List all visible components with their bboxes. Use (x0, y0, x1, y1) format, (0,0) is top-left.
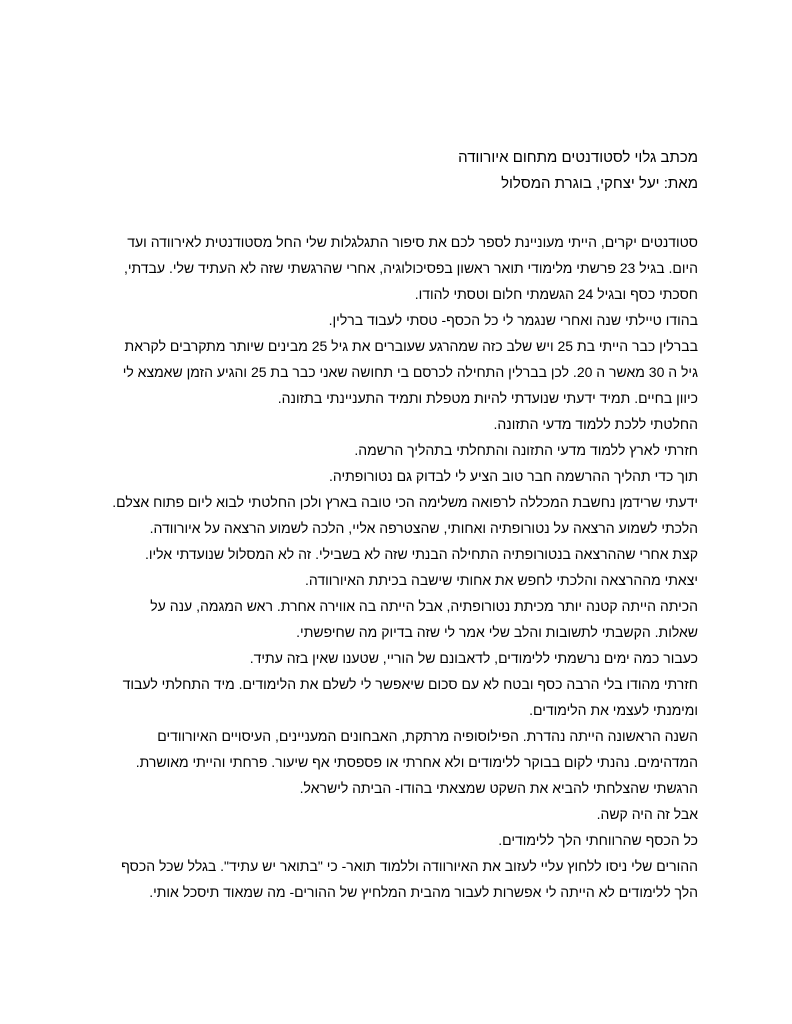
body-line: ומימנתי לעצמי את הלימודים. (529, 702, 698, 718)
body-line: תוך כדי תהליך ההרשמה חבר טוב הציע לי לבדוק גם נטורופתיה. (329, 468, 698, 484)
body-line: בברלין כבר הייתי בת 25 ויש שלב כזה שמהרגע שעוברים את גיל 25 מבינים שיותר מתקרבים לקראת (124, 338, 698, 354)
letter-header (96, 145, 698, 197)
body-line: כעבור כמה ימים נרשמתי ללימודים, לדאבונם של הוריי, שטענו שאין בזה עתיד. (249, 650, 698, 666)
body-line: אבל זה היה קשה. (596, 806, 698, 822)
document-byline: מאת: יעל יצחקי, בוגרת המסלול (501, 175, 698, 192)
body-line: החלטתי ללכת ללמוד מדעי התזונה. (493, 416, 698, 432)
document-title: מכתב גלוי לסטודנטים מתחום איורוודה (458, 149, 698, 166)
body-line: שאלות. הקשבתי לתשובות והלב שלי אמר לי שזה בדיוק מה שחיפשתי. (296, 624, 698, 640)
body-line: היום. בגיל 23 פרשתי מלימודי תואר ראשון בפסיכולוגיה, אחרי שהרגשתי שזה לא העתיד שלי. עבדתי, (124, 260, 698, 276)
body-line: כל הכסף שהרווחתי הלך ללימודים. (498, 832, 698, 848)
body-line: המדהימים. נהנתי לקום בבוקר ללימודים ולא אחרתי או פספסתי אף שיעור. פרחתי והייתי מאושרת. (135, 754, 698, 770)
body-line: הלך ללימודים לא הייתה לי אפשרות לעבור מהבית המלחיץ של ההורים- מה שמאוד תיסכל אותי. (149, 884, 698, 900)
body-line: גיל ה 30 מאשר ה 20. לכן בברלין התחילה לכרסם בי תחושה שאני כבר בת 25 והגיע הזמן שאמצא לי (122, 364, 698, 380)
body-line: ההורים שלי ניסו ללחוץ עליי לעזוב את האיורוודה וללמוד תואר- כי "בתואר יש עתיד". בגלל שכל הכסף (121, 858, 698, 874)
body-line: חזרתי מהודו בלי הרבה כסף ובטח לא עם סכום שיאפשר לי לשלם את הלימודים. מיד התחלתי לעבוד (122, 676, 698, 692)
body-line: ידעתי שרידמן נחשבת המכללה לרפואה משלימה הכי טובה בארץ ולכן החלטתי לבוא ליום פתוח אצלם. (112, 494, 698, 510)
body-line: קצת אחרי שההרצאה בנטורופתיה התחילה הבנתי שזה לא בשבילי. זה לא המסלול שנועדתי אליו. (144, 546, 698, 562)
body-line: בהודו טיילתי שנה ואחרי שנגמר לי כל הכסף- טסתי לעבוד ברלין. (328, 312, 698, 328)
body-line: הכיתה הייתה קטנה יותר מכיתת נטורופתיה, אבל הייתה בה אווירה אחרת. ראש המגמה, ענה על (150, 598, 698, 614)
body-line: השנה הראשונה הייתה נהדרת. הפילוסופיה מרתקת, האבחונים המעניינים, העיסויים האיורוודים (157, 728, 698, 744)
body-line: חזרתי לארץ ללמוד מדעי התזונה והתחלתי בתהליך הרשמה. (354, 442, 698, 458)
body-line: הלכתי לשמוע הרצאה על נטורופתיה ואחותי, שהצטרפה אליי, הלכה לשמוע הרצאה על איורוודה. (149, 520, 698, 536)
body-line: סטודנטים יקרים, הייתי מעוניינת לספר לכם את סיפור התגלגלות שלי החל מסטודנטית לאירוודה ועד (127, 234, 698, 250)
body-line: הרגשתי שהצלחתי להביא את השקט שמצאתי בהודו- הביתה לישראל. (299, 780, 698, 796)
body-line: כיוון בחיים. תמיד ידעתי שנועדתי להיות מטפלת ותמיד התעניינתי בתזונה. (277, 390, 698, 406)
body-line: יצאתי מההרצאה והלכתי לחפש את אחותי שישבה בכיתת האיורוודה. (305, 572, 698, 588)
letter-body (96, 229, 698, 905)
body-line: חסכתי כסף ובגיל 24 הגשמתי חלום וטסתי להודו. (414, 286, 698, 302)
